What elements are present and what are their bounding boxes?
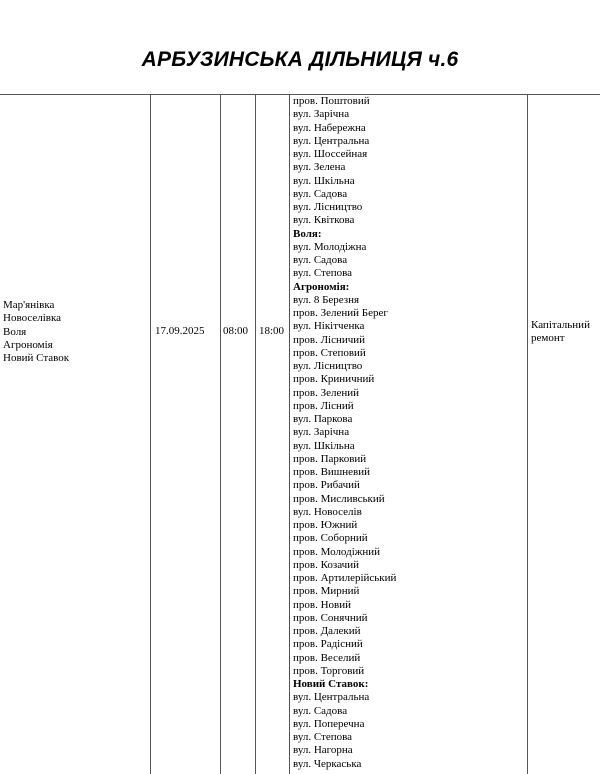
village-name: Агрономія — [3, 338, 53, 351]
village-name: Новоселівка — [3, 312, 62, 325]
street-item: вул. Новоселів — [293, 505, 362, 518]
street-item: пров. Лісничий — [293, 333, 366, 346]
street-item: вул. Лісництво — [293, 360, 363, 372]
streets-cell — [293, 95, 525, 771]
outage-table — [0, 94, 600, 774]
village-name: Новий Ставок — [3, 352, 70, 365]
street-item: пров. Рибачий — [293, 479, 360, 492]
street-item: пров. Зелений Берег — [293, 307, 388, 319]
street-item: пров. Зелений — [293, 386, 360, 399]
street-item: вул. Степова — [293, 267, 353, 280]
street-item: вул. Шкільна — [293, 439, 355, 452]
column-divider — [527, 95, 528, 774]
street-item: вул. Садова — [293, 187, 348, 200]
street-item: пров. Торговий — [293, 664, 365, 677]
street-item: пров. Южний — [293, 519, 358, 531]
street-item: пров. Соборний — [293, 532, 368, 545]
village-header: Новий Ставок: — [293, 678, 369, 690]
street-item: пров. Сонячний — [293, 611, 368, 624]
page-title: АРБУЗИНСЬКА ДІЛЬНИЦЯ ч.6 — [141, 48, 459, 71]
street-item: вул. 8 Березня — [293, 293, 360, 306]
street-item: вул. Набережна — [293, 121, 366, 134]
street-item: вул. Поперечна — [293, 717, 365, 730]
street-item: вул. Зарічна — [293, 426, 350, 439]
time-to-cell: 18:00 — [259, 325, 285, 337]
street-item: пров. Далекий — [293, 625, 361, 637]
street-item: вул. Молодіжна — [293, 240, 367, 253]
street-item: вул. Черкаська — [293, 757, 362, 770]
street-item: пров. Мисливський — [293, 492, 385, 505]
street-item: вул. Центральна — [293, 134, 370, 147]
street-item: вул. Нікітченка — [293, 320, 365, 333]
column-divider — [289, 95, 290, 774]
street-item: пров. Веселий — [293, 651, 361, 664]
street-item: пров. Поштовий — [293, 95, 370, 107]
street-item: пров. Новий — [293, 598, 351, 611]
time-from-cell: 08:00 — [223, 325, 249, 337]
street-item: пров. Козачий — [293, 558, 359, 571]
village-header: Воля: — [293, 227, 322, 240]
street-item: вул. Степова — [293, 731, 353, 743]
column-divider — [150, 95, 151, 774]
street-item: вул. Зелена — [293, 161, 346, 174]
street-item: пров. Лісний — [293, 399, 354, 412]
village-name: Мар'янівка — [3, 299, 55, 311]
street-item: пров. Вишневий — [293, 466, 371, 478]
street-item: вул. Нагорна — [293, 744, 353, 757]
street-item: вул. Центральна — [293, 691, 370, 704]
street-item: пров. Степовий — [293, 346, 366, 359]
street-item: пров. Артилерійський — [293, 572, 397, 584]
street-item: пров. Радісний — [293, 638, 363, 651]
village-name: Воля — [3, 325, 27, 338]
column-divider — [255, 95, 256, 774]
street-item: пров. Парковий — [293, 452, 367, 465]
street-item: вул. Паркова — [293, 413, 353, 425]
street-item: вул. Квіткова — [293, 214, 355, 227]
street-item: вул. Зарічна — [293, 108, 350, 121]
date-cell: 17.09.2025 — [155, 325, 205, 337]
street-item: пров. Мирний — [293, 585, 360, 598]
street-item: пров. Криничний — [293, 373, 375, 386]
street-item: вул. Шкільна — [293, 174, 355, 187]
column-divider — [220, 95, 221, 774]
street-item: вул. Садова — [293, 704, 348, 717]
street-item: вул. Лісництво — [293, 201, 363, 213]
street-item: пров. Молодіжний — [293, 545, 381, 558]
street-item: вул. Садова — [293, 254, 348, 266]
reason-cell: Капітальний ремонт — [531, 319, 590, 345]
street-item: вул. Шоссейная — [293, 148, 368, 160]
villages-cell — [3, 299, 148, 365]
village-header: Агрономія: — [293, 280, 350, 293]
